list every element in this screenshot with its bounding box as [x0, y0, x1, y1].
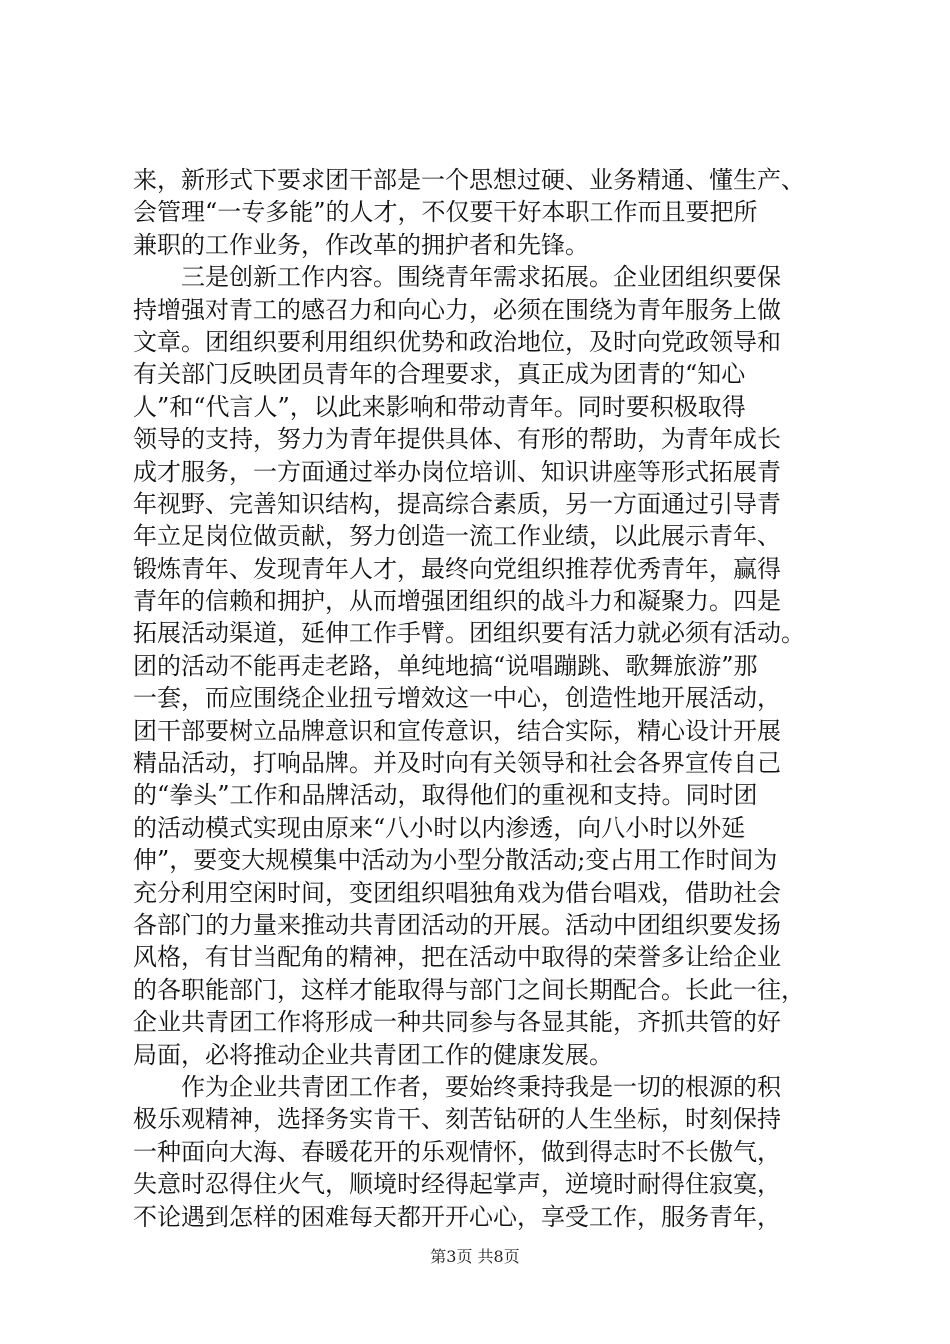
- text-line: 的各职能部门，这样才能取得与部门之间长期配合。长此一往，: [133, 975, 805, 1004]
- text-line: 年视野、完善知识结构，提高综合素质，另一方面通过引导青: [133, 489, 781, 518]
- text-line: 风格，有甘当配角的精神，把在活动中取得的荣誉多让给企业: [133, 943, 781, 972]
- text-line: 精品活动，打响品牌。并及时向有关领导和社会各界宣传自己: [133, 749, 781, 778]
- page-footer: 第3页 共8页: [430, 1247, 520, 1266]
- text-line: 各部门的力量来推动共青团活动的开展。活动中团组织要发扬: [133, 910, 781, 939]
- text-line: 拓展活动渠道，延伸工作手臂。团组织要有活力就必须有活动。: [133, 619, 805, 648]
- text-line: 成才服务，一方面通过举办岗位培训、知识讲座等形式拓展青: [133, 457, 781, 486]
- text-line: 企业共青团工作将形成一种共同参与各显其能，齐抓共管的好: [133, 1008, 781, 1037]
- text-line: 团干部要树立品牌意识和宣传意识，结合实际，精心设计开展: [133, 716, 781, 745]
- text-line: 充分利用空闲时间，变团组织唱独角戏为借台唱戏，借助社会: [133, 878, 781, 907]
- text-line: 不论遇到怎样的困难每天都开开心心，享受工作，服务青年，: [133, 1202, 781, 1231]
- body-text: [133, 164, 833, 1233]
- text-line: 青年的信赖和拥护，从而增强团组织的战斗力和凝聚力。四是: [133, 587, 781, 616]
- text-line: 年立足岗位做贡献，努力创造一流工作业绩，以此展示青年、: [133, 522, 781, 551]
- text-line: 失意时忍得住火气，顺境时经得起掌声，逆境时耐得住寂寞，: [133, 1170, 781, 1199]
- text-line: 作为企业共青团工作者，要始终秉持我是一切的根源的积: [133, 1072, 781, 1101]
- text-line: 的活动模式实现由原来“八小时以内渗透，向八小时以外延: [133, 813, 746, 842]
- text-line: 极乐观精神，选择务实肯干、刻苦钻研的人生坐标，时刻保持: [133, 1105, 781, 1134]
- text-line: 领导的支持，努力为青年提供具体、有形的帮助，为青年成长: [133, 425, 781, 454]
- text-line: 团的活动不能再走老路，单纯地搞“说唱蹦跳、歌舞旅游”那: [133, 651, 758, 680]
- text-line: 局面，必将推动企业共青团工作的健康发展。: [133, 1040, 613, 1069]
- text-line: 文章。团组织要利用组织优势和政治地位，及时向党政领导和: [133, 327, 781, 356]
- text-line: 一套，而应围绕企业扭亏增效这一中心，创造性地开展活动，: [133, 684, 781, 713]
- text-line: 伸”，要变大规模集中活动为小型分散活动;变占用工作时间为: [133, 846, 778, 875]
- text-line: 三是创新工作内容。围绕青年需求拓展。企业团组织要保: [133, 263, 781, 292]
- text-line: 一种面向大海、春暖花开的乐观情怀，做到得志时不长傲气，: [133, 1137, 781, 1166]
- text-line: 有关部门反映团员青年的合理要求，真正成为团青的“知心: [133, 360, 746, 389]
- text-line: 的“拳头”工作和品牌活动，取得他们的重视和支持。同时团: [133, 781, 758, 810]
- text-line: 来，新形式下要求团干部是一个思想过硬、业务精通、懂生产、: [133, 166, 805, 194]
- text-line: 会管理“一专多能”的人才，不仅要干好本职工作而且要把所: [133, 198, 758, 227]
- text-line: 人”和“代言人”，以此来影响和带动青年。同时要积极取得: [133, 392, 746, 421]
- text-line: 持增强对青工的感召力和向心力，必须在围绕为青年服务上做: [133, 295, 781, 324]
- text-line: 兼职的工作业务，作改革的拥护者和先锋。: [133, 230, 589, 259]
- text-line: 锻炼青年、发现青年人才，最终向党组织推荐优秀青年，赢得: [133, 554, 781, 583]
